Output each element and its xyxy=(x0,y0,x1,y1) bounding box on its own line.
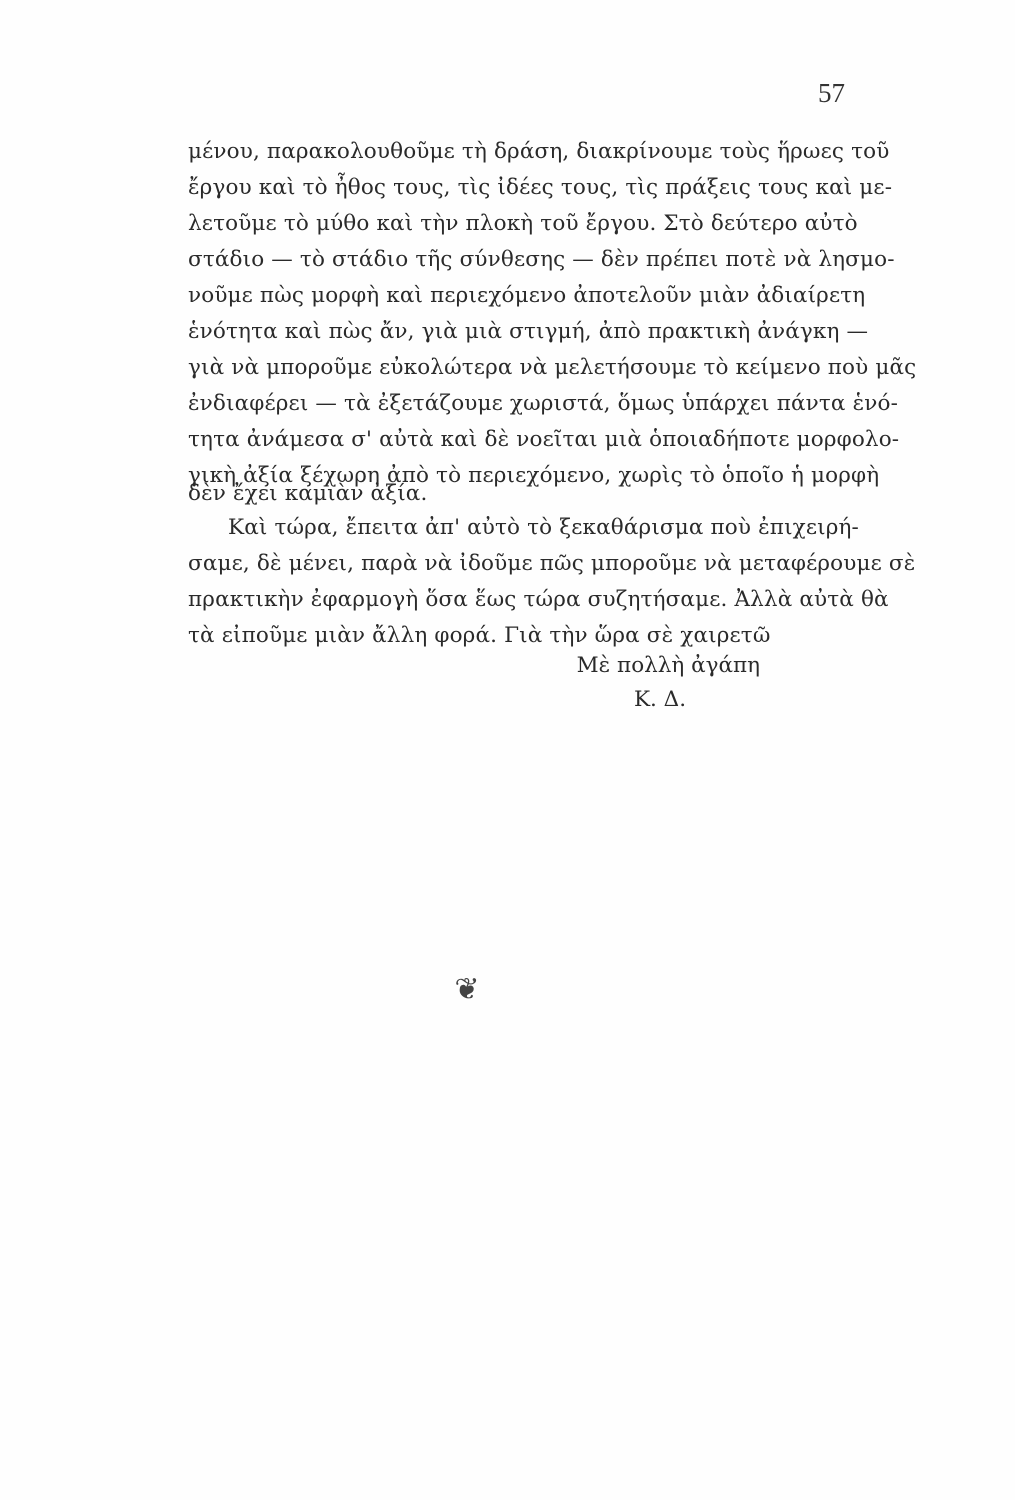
body-line: ἐνδιαφέρει — τὰ ἐξετάζουμε χωριστά, ὅμως ὑπάρχει πάντα ἑνό- xyxy=(188,391,898,416)
sign-off: Μὲ πολλὴ ἀγάπη xyxy=(576,653,760,678)
closing-line-last: τὰ εἰποῦμε μιὰν ἄλλη φορά. Γιὰ τὴν ὥρα σὲ χαιρετῶ xyxy=(188,623,771,648)
body-line: γικὴ ἀξία ξέχωρη ἀπὸ τὸ περιεχόμενο, χωρὶς τὸ ὁποῖο ἡ μορφὴ xyxy=(188,463,880,488)
closing-line: σαμε, δὲ μένει, παρὰ νὰ ἰδοῦμε πῶς μποροῦμε νὰ μεταφέρουμε σὲ xyxy=(188,551,916,576)
body-line: νοῦμε πὼς μορφὴ καὶ περιεχόμενο ἀποτελοῦν μιὰν ἀδιαίρετη xyxy=(188,283,866,308)
signature: Κ. Δ. xyxy=(633,687,687,712)
body-line: μένου, παρακολουθοῦμε τὴ δράση, διακρίνουμε τοὺς ἥρωες τοῦ xyxy=(188,139,890,164)
body-line: ἑνότητα καὶ πὼς ἄν, γιὰ μιὰ στιγμή, ἀπὸ πρακτικὴ ἀνάγκη — xyxy=(188,319,869,344)
closing-line: Καὶ τώρα, ἔπειτα ἀπ' αὐτὸ τὸ ξεκαθάρισμα ποὺ ἐπιχειρή- xyxy=(228,515,859,540)
body-line-last: δὲν ἔχει καμιὰν ἀξία. xyxy=(188,481,428,506)
page-number: 57 xyxy=(818,78,845,108)
body-line: στάδιο — τὸ στάδιο τῆς σύνθεσης — δὲν πρέπει ποτὲ νὰ λησμο- xyxy=(188,247,895,272)
fleuron-ornament-icon: ❦ xyxy=(454,972,480,1007)
body-line: λετοῦμε τὸ μύθο καὶ τὴν πλοκὴ τοῦ ἔργου. Στὸ δεύτερο αὐτὸ xyxy=(188,211,858,236)
body-line: τητα ἀνάμεσα σ' αὐτὰ καὶ δὲ νοεῖται μιὰ ὁποιαδήποτε μορφολο- xyxy=(188,427,900,452)
body-line: ἔργου καὶ τὸ ἦθος τους, τὶς ἰδέες τους, τὶς πράξεις τους καὶ με- xyxy=(188,175,893,200)
body-line: γιὰ νὰ μποροῦμε εὐκολώτερα νὰ μελετήσουμε τὸ κείμενο ποὺ μᾶς xyxy=(188,355,917,380)
closing-line: πρακτικὴν ἐφαρμογὴ ὅσα ἕως τώρα συζητήσαμε. Ἀλλὰ αὐτὰ θὰ xyxy=(188,587,889,612)
